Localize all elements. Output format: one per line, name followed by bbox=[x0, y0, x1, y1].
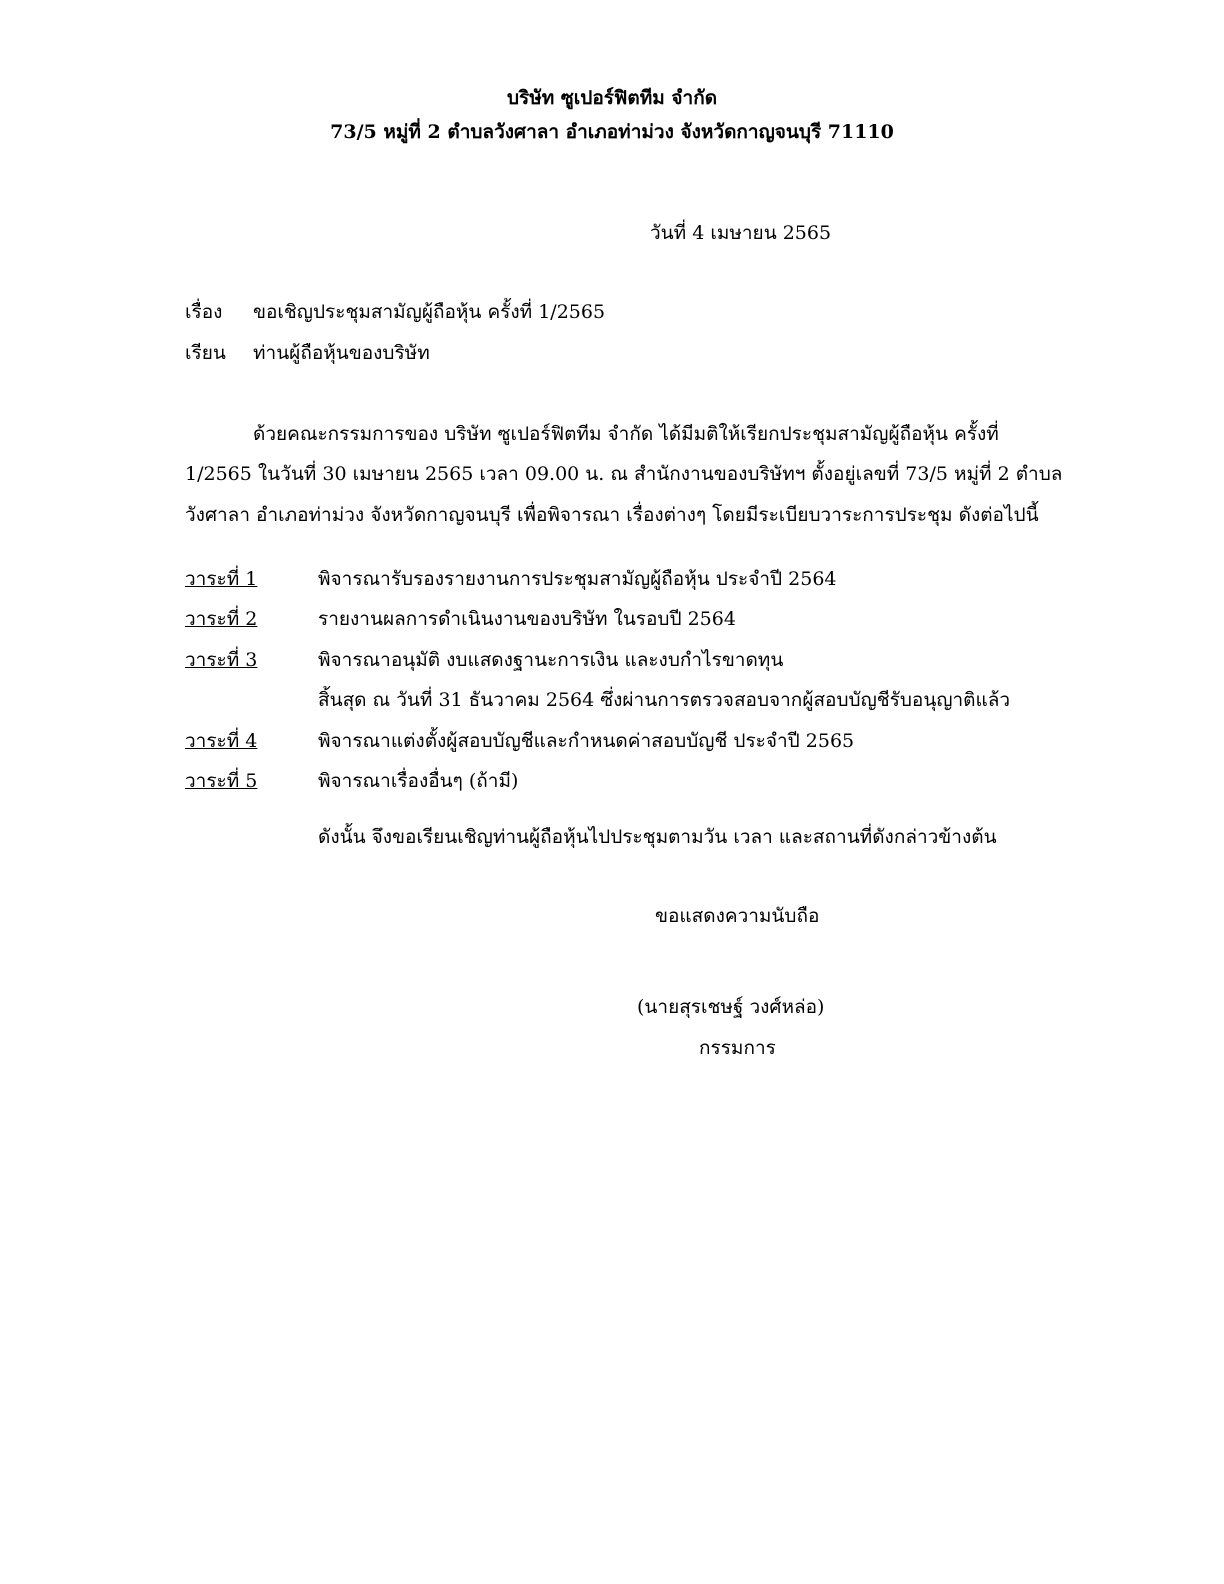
agenda-5-text: พิจารณาเรื่องอื่นๆ (ถ้ามี) bbox=[318, 770, 519, 792]
agenda-2-label: วาระที่ 2 bbox=[185, 608, 258, 630]
agenda-5-label: วาระที่ 5 bbox=[185, 770, 258, 792]
agenda-2-text: รายงานผลการดำเนินงานของบริษัท ในรอบปี 2564 bbox=[318, 608, 736, 630]
body-line-3: วังศาลา อำเภอท่าม่วง จังหวัดกาญจนบุรี เพื่อพิจารณา เรื่องต่างๆ โดยมีระเบียบวาระการประชุม ดังต่อไปนี้ bbox=[185, 504, 1039, 526]
letter-date: วันที่ 4 เมษายน 2565 bbox=[650, 222, 832, 244]
agenda-1-label: วาระที่ 1 bbox=[185, 568, 258, 590]
recipient-label: เรียน bbox=[185, 342, 226, 364]
agenda-3-label: วาระที่ 3 bbox=[185, 649, 258, 671]
company-name: บริษัท ซูเปอร์ฟิตทีม จำกัด bbox=[506, 87, 718, 109]
closing-text: ดังนั้น จึงขอเรียนเชิญท่านผู้ถือหุ้นไปประชุมตามวัน เวลา และสถานที่ดังกล่าวข้างต้น bbox=[318, 826, 997, 848]
agenda-4-text: พิจารณาแต่งตั้งผู้สอบบัญชีและกำหนดค่าสอบบัญชี ประจำปี 2565 bbox=[318, 730, 855, 752]
company-address: 73/5 หมู่ที่ 2 ตำบลวังศาลา อำเภอท่าม่วง จังหวัดกาญจนบุรี 71110 bbox=[330, 121, 894, 143]
signatory-title: กรรมการ bbox=[699, 1037, 776, 1059]
regards-text: ขอแสดงความนับถือ bbox=[655, 905, 820, 927]
agenda-3-text: พิจารณาอนุมัติ งบแสดงฐานะการเงิน และงบกำไรขาดทุน bbox=[318, 649, 784, 671]
body-line-2: 1/2565 ในวันที่ 30 เมษายน 2565 เวลา 09.00 น. ณ สำนักงานของบริษัทฯ ตั้งอยู่เลขที่ 73/5 หมู่ที่ 2 ตำบล bbox=[185, 463, 1063, 485]
body-line-1: ด้วยคณะกรรมการของ บริษัท ซูเปอร์ฟิตทีม จำกัด ได้มีมติให้เรียกประชุมสามัญผู้ถือหุ้น ครั้งที่ bbox=[253, 423, 999, 445]
recipient-text: ท่านผู้ถือหุ้นของบริษัท bbox=[253, 342, 430, 364]
agenda-4-label: วาระที่ 4 bbox=[185, 730, 258, 752]
subject-label: เรื่อง bbox=[185, 301, 223, 323]
agenda-3-text-continued: สิ้นสุด ณ วันที่ 31 ธันวาคม 2564 ซึ่งผ่านการตรวจสอบจากผู้สอบบัญชีรับอนุญาติแล้ว bbox=[318, 689, 1011, 711]
signatory-name: (นายสุรเชษฐ์ วงศ์หล่อ) bbox=[637, 996, 825, 1018]
subject-text: ขอเชิญประชุมสามัญผู้ถือหุ้น ครั้งที่ 1/2565 bbox=[253, 301, 606, 323]
agenda-1-text: พิจารณารับรองรายงานการประชุมสามัญผู้ถือหุ้น ประจำปี 2564 bbox=[318, 568, 837, 590]
